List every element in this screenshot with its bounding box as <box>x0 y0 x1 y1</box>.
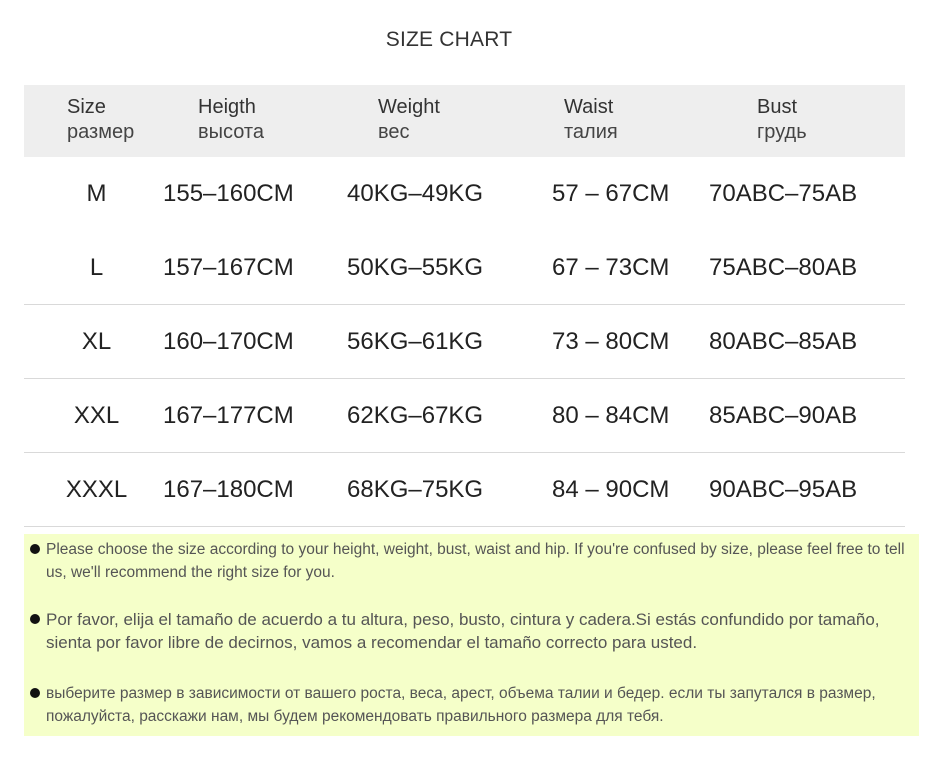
size-cell: XL <box>81 328 112 355</box>
header-weight-ru: вес <box>378 121 410 143</box>
header-height-ru: высота <box>198 121 264 143</box>
waist-cell: 84 – 90CM <box>552 476 670 503</box>
header-bust-ru: грудь <box>757 121 807 143</box>
note-text: Please choose the size according to your height, weight, bust, waist and hip. If you're confused by size, please feel free to tell us, we'll recommend the right size for you. <box>46 541 905 581</box>
bullet-icon <box>30 688 40 698</box>
height-cell: 167–177CM <box>163 402 294 429</box>
bust-cell: 75ABC–80AB <box>709 254 858 281</box>
height-cell: 160–170CM <box>163 328 294 355</box>
header-height <box>198 95 264 145</box>
table-row <box>24 305 905 379</box>
header-size-ru: размер <box>67 121 135 143</box>
bullet-icon <box>30 614 40 624</box>
note-spanish <box>30 608 915 654</box>
header-height-en: Heigth <box>198 96 256 118</box>
header-weight <box>378 95 440 145</box>
weight-cell: 68KG–75KG <box>347 476 484 503</box>
bust-cell: 90ABC–95AB <box>709 476 858 503</box>
waist-cell: 80 – 84CM <box>552 402 670 429</box>
header-waist <box>564 95 618 145</box>
size-cell: L <box>89 254 104 281</box>
waist-cell: 57 – 67CM <box>552 180 670 207</box>
table-row <box>24 231 905 305</box>
weight-cell: 50KG–55KG <box>347 254 484 281</box>
bullet-icon <box>30 544 40 554</box>
weight-cell: 40KG–49KG <box>347 180 484 207</box>
size-cell: XXL <box>73 402 120 429</box>
height-cell: 167–180CM <box>163 476 294 503</box>
table-row <box>24 157 905 231</box>
waist-cell: 73 – 80CM <box>552 328 670 355</box>
note-text: Por favor, elija el tamaño de acuerdo a tu altura, peso, busto, cintura y cadera.Si estás confundido por tamaño, sienta por favor libre de decirnos, vamos a recomendar el tamaño correcto para usted. <box>46 610 880 652</box>
note-english <box>30 538 915 584</box>
note-russian <box>30 682 915 728</box>
header-size <box>67 95 134 145</box>
notes-panel <box>24 534 919 736</box>
header-size-en: Size <box>67 96 106 118</box>
table-header <box>24 85 905 157</box>
header-bust-en: Bust <box>757 96 798 118</box>
header-waist-en: Waist <box>564 96 614 118</box>
bust-cell: 70ABC–75AB <box>709 180 858 207</box>
table-row <box>24 453 905 527</box>
waist-cell: 67 – 73CM <box>552 254 670 281</box>
bust-cell: 80ABC–85AB <box>709 328 858 355</box>
size-cell: XXXL <box>65 476 128 503</box>
size-cell: M <box>86 180 107 207</box>
weight-cell: 62KG–67KG <box>347 402 484 429</box>
note-text: выберите размер в зависимости от вашего роста, веса, арест, объема талии и бедер. если ты запутался в размер, пожалуйста, расскажи нам, мы будем рекомендовать правильного размера для тебя. <box>46 685 876 725</box>
height-cell: 157–167CM <box>163 254 294 281</box>
size-chart-table <box>24 85 905 527</box>
header-bust <box>757 95 807 145</box>
bust-cell: 85ABC–90AB <box>709 402 858 429</box>
table-row <box>24 379 905 453</box>
header-weight-en: Weight <box>378 96 440 118</box>
height-cell: 155–160CM <box>163 180 294 207</box>
weight-cell: 56KG–61KG <box>347 328 484 355</box>
page-title: SIZE CHART <box>385 28 513 51</box>
header-waist-ru: талия <box>564 121 618 143</box>
